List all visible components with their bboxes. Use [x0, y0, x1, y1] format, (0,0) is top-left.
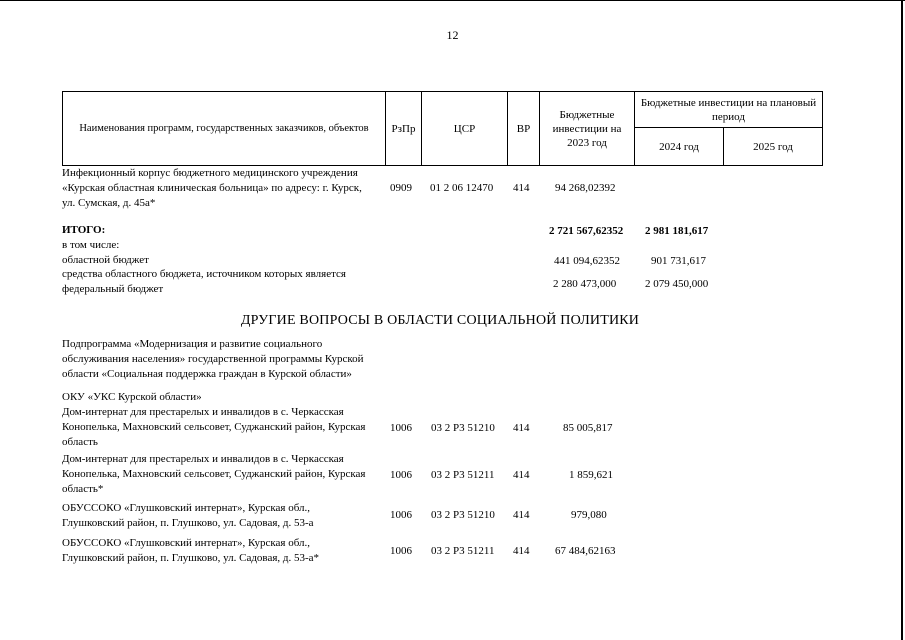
row-name-line: Дом-интернат для престарелых и инвалидов в с. Черкасская — [62, 406, 344, 418]
subprogram-line: Подпрограмма «Модернизация и развитие социального — [62, 338, 323, 350]
totals-label: ИТОГО: — [62, 224, 106, 236]
row-csr: 01 2 06 12470 — [430, 182, 494, 194]
totals-including: в том числе: — [62, 239, 120, 251]
page-edge-right — [901, 0, 903, 640]
page-edge-top — [0, 0, 905, 1]
row-name-line: Конопелька, Махновский сельсовет, Суджанский район, Курская — [62, 468, 366, 480]
regional-2024: 901 731,617 — [651, 255, 706, 267]
header-rzpr: РзПр — [391, 122, 416, 135]
regional-2023: 441 094,62352 — [554, 255, 620, 267]
row-2023: 67 484,62163 — [555, 545, 616, 557]
header-2024: 2024 год — [659, 140, 699, 153]
row-vr: 414 — [513, 422, 530, 434]
row-name-line: ОБУССОКО «Глушковский интернат», Курская обл., — [62, 502, 311, 514]
table-header — [62, 91, 823, 166]
header-2025: 2025 год — [753, 140, 793, 153]
row-name-line: Глушковский район, п. Глушково, ул. Садовая, д. 53-а* — [62, 552, 320, 564]
row-name-line: Инфекционный корпус бюджетного медицинского учреждения — [62, 167, 358, 179]
subprogram-line: области «Социальная поддержка граждан в Курской области» — [62, 368, 352, 380]
row-rzpr: 1006 — [390, 545, 412, 557]
row-name-line: Глушковский район, п. Глушково, ул. Садовая, д. 53-а — [62, 517, 314, 529]
totals-2024: 2 981 181,617 — [645, 225, 709, 237]
subprogram-line: обслуживания населения» государственной программы Курской — [62, 353, 364, 365]
row-rzpr: 1006 — [390, 469, 412, 481]
federal-label-line: федеральный бюджет — [62, 283, 164, 295]
row-2023: 1 859,621 — [569, 469, 613, 481]
federal-2024: 2 079 450,000 — [645, 278, 709, 290]
header-name: Наименования программ, государственных заказчиков, объектов — [79, 122, 369, 134]
row-vr: 414 — [513, 545, 530, 557]
row-2023: 979,080 — [571, 509, 607, 521]
regional-label: областной бюджет — [62, 254, 149, 266]
row-name-line: область* — [62, 483, 104, 495]
section-title: ДРУГИЕ ВОПРОСЫ В ОБЛАСТИ СОЦИАЛЬНОЙ ПОЛИТИКИ — [240, 313, 640, 328]
row-name-line: Конопелька, Махновский сельсовет, Суджанский район, Курская — [62, 421, 366, 433]
row-csr: 03 2 Р3 51211 — [431, 545, 495, 557]
row-name-line: область — [62, 436, 98, 448]
row-rzpr: 1006 — [390, 422, 412, 434]
row-rzpr: 0909 — [390, 182, 412, 194]
row-csr: 03 2 Р3 51211 — [431, 469, 495, 481]
header-vr: ВР — [516, 122, 531, 135]
row-rzpr: 1006 — [390, 509, 412, 521]
row-csr: 03 2 Р3 51210 — [431, 509, 495, 521]
header-planned-period: Бюджетные инвестиции на плановый период — [640, 96, 817, 123]
row-name-line: ул. Сумская, д. 45а* — [62, 197, 156, 209]
row-2023: 94 268,02392 — [555, 182, 616, 194]
row-2023: 85 005,817 — [563, 422, 613, 434]
row-name-line: ОБУССОКО «Глушковский интернат», Курская обл., — [62, 537, 311, 549]
row-name-line: «Курская областная клиническая больница» по адресу: г. Курск, — [62, 182, 362, 194]
federal-label-line: средства областного бюджета, источником которых является — [62, 268, 346, 280]
header-csr: ЦСР — [453, 122, 476, 135]
page-number: 12 — [446, 28, 459, 42]
header-invest-2023: Бюджетные инвестиции на 2023 год — [552, 108, 622, 149]
totals-2023: 2 721 567,62352 — [549, 225, 624, 237]
row-vr: 414 — [513, 182, 530, 194]
row-csr: 03 2 Р3 51210 — [431, 422, 495, 434]
federal-2023: 2 280 473,000 — [553, 278, 617, 290]
row-vr: 414 — [513, 509, 530, 521]
row-name-line: Дом-интернат для престарелых и инвалидов в с. Черкасская — [62, 453, 344, 465]
row-vr: 414 — [513, 469, 530, 481]
customer-name: ОКУ «УКС Курской области» — [62, 391, 202, 403]
